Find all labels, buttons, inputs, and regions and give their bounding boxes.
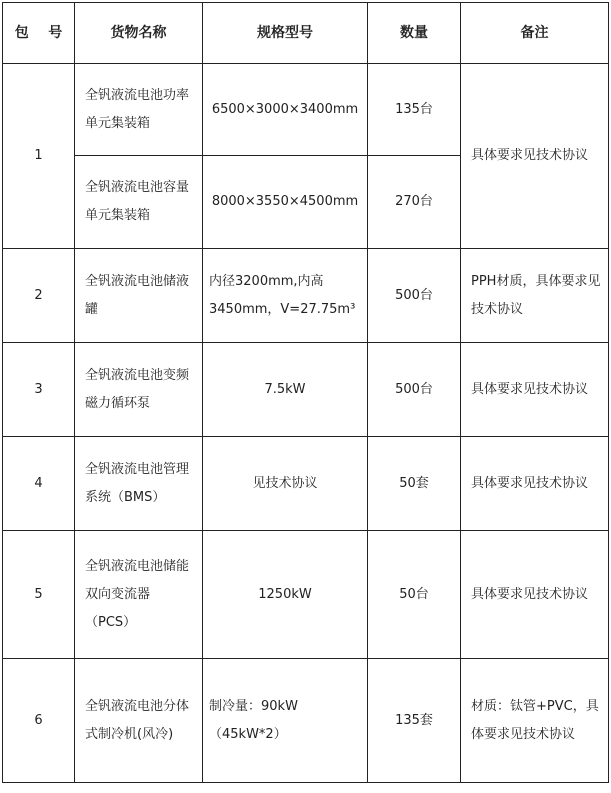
table-header-row [3, 3, 609, 64]
header-package: 包 号 [3, 3, 75, 64]
spec-cell: 内径3200mm,内高3450mm，V=27.75m³ [203, 249, 368, 343]
qty-cell: 270台 [368, 156, 461, 249]
table-row [3, 64, 609, 156]
package-cell: 6 [3, 659, 75, 783]
table-row [3, 343, 609, 437]
name-cell: 全钒液流电池储能双向变流器（PCS） [75, 531, 203, 659]
table-row [3, 659, 609, 783]
spec-cell: 7.5kW [203, 343, 368, 437]
name-cell: 全钒液流电池管理系统（BMS） [75, 437, 203, 531]
spec-cell: 1250kW [203, 531, 368, 659]
header-name: 货物名称 [75, 3, 203, 64]
qty-cell: 135台 [368, 64, 461, 156]
remark-cell: 具体要求见技术协议 [461, 343, 609, 437]
remark-cell: 具体要求见技术协议 [461, 437, 609, 531]
table-row [3, 531, 609, 659]
header-spec: 规格型号 [203, 3, 368, 64]
name-cell: 全钒液流电池变频磁力循环泵 [75, 343, 203, 437]
spec-cell: 6500×3000×3400mm [203, 64, 368, 156]
qty-cell: 50台 [368, 531, 461, 659]
header-remark: 备注 [461, 3, 609, 64]
name-cell: 全钒液流电池分体式制冷机(风冷) [75, 659, 203, 783]
package-cell: 1 [3, 64, 75, 249]
package-cell: 5 [3, 531, 75, 659]
qty-cell: 50套 [368, 437, 461, 531]
qty-cell: 500台 [368, 343, 461, 437]
package-cell: 2 [3, 249, 75, 343]
table-row [3, 437, 609, 531]
table-row [3, 249, 609, 343]
qty-cell: 135套 [368, 659, 461, 783]
qty-cell: 500台 [368, 249, 461, 343]
package-cell: 3 [3, 343, 75, 437]
spec-cell: 见技术协议 [203, 437, 368, 531]
name-cell: 全钒液流电池储液罐 [75, 249, 203, 343]
remark-cell: PPH材质，具体要求见技术协议 [461, 249, 609, 343]
header-qty: 数量 [368, 3, 461, 64]
remark-cell: 具体要求见技术协议 [461, 531, 609, 659]
remark-cell: 具体要求见技术协议 [461, 64, 609, 249]
goods-table [2, 2, 609, 783]
name-cell: 全钒液流电池功率单元集装箱 [75, 64, 203, 156]
package-cell: 4 [3, 437, 75, 531]
spec-cell: 制冷量：90kW（45kW*2） [203, 659, 368, 783]
name-cell: 全钒液流电池容量单元集装箱 [75, 156, 203, 249]
remark-cell: 材质：钛管+PVC，具体要求见技术协议 [461, 659, 609, 783]
spec-cell: 8000×3550×4500mm [203, 156, 368, 249]
